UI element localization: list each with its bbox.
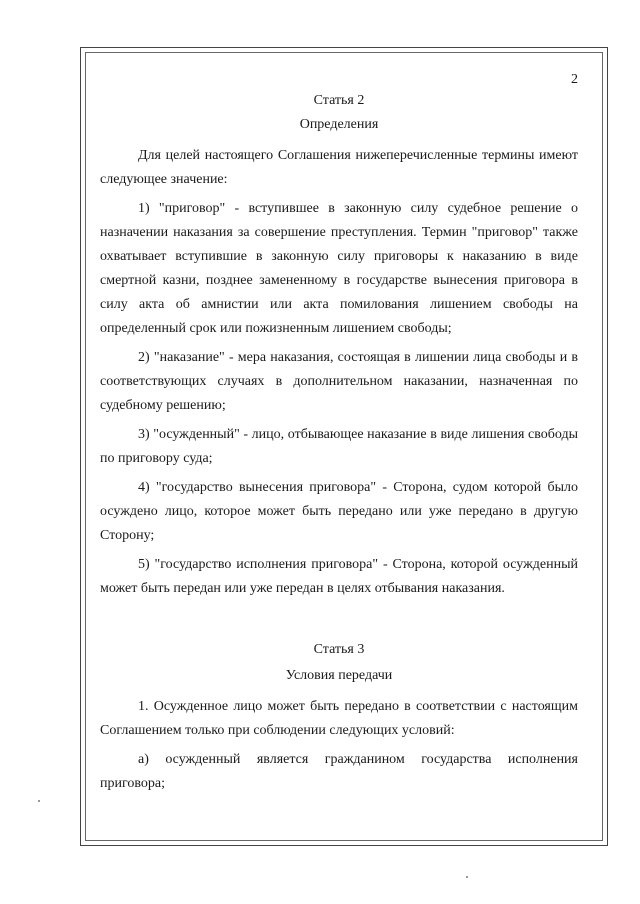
scan-speck bbox=[466, 876, 468, 878]
definition-sentencing-state: 4) "государство вынесения приговора" - Сторона, судом которой было осуждено лицо, которое может быть передано или уже передано в другую Сторону; bbox=[100, 480, 578, 543]
definition-verdict: 1) "приговор" - вступившее в законную силу судебное решение о назначении наказания за совершение преступления. Термин "приговор" также охватывает вступившие в законную силу приговоры к наказанию в виде смертной казни, позднее замененному в государстве вынесения приговора в силу акта об амнистии или акта помилования лишением свободы на определенный срок или пожизненным лишением свободы; bbox=[100, 201, 578, 336]
article-3-heading: Статья 3 bbox=[313, 642, 365, 657]
article-3-condition-a: а) осужденный является гражданином государства исполнения приговора; bbox=[100, 752, 578, 791]
definition-punishment: 2) "наказание" - мера наказания, состоящая в лишении лица свободы и в соответствующих случаях в дополнительном наказании, назначенная по судебному решению; bbox=[100, 350, 578, 413]
article-3-condition-intro: 1. Осужденное лицо может быть передано в соответствии с настоящим Соглашением только при соблюдении следующих условий: bbox=[100, 699, 578, 738]
definition-executing-state: 5) "государство исполнения приговора" - Сторона, которой осужденный может быть передан или уже передан в целях отбывания наказания. bbox=[100, 557, 578, 596]
page-number: 2 bbox=[571, 72, 578, 87]
article-2-intro: Для целей настоящего Соглашения нижеперечисленные термины имеют следующее значение: bbox=[100, 148, 578, 187]
article-3-title: Условия передачи bbox=[285, 668, 393, 683]
scan-speck bbox=[38, 800, 40, 802]
article-2-title: Определения bbox=[299, 117, 379, 132]
definition-convict: 3) "осужденный" - лицо, отбывающее наказание в виде лишения свободы по приговору суда; bbox=[100, 427, 578, 466]
article-2-heading: Статья 2 bbox=[313, 93, 365, 108]
document-body bbox=[100, 62, 578, 796]
